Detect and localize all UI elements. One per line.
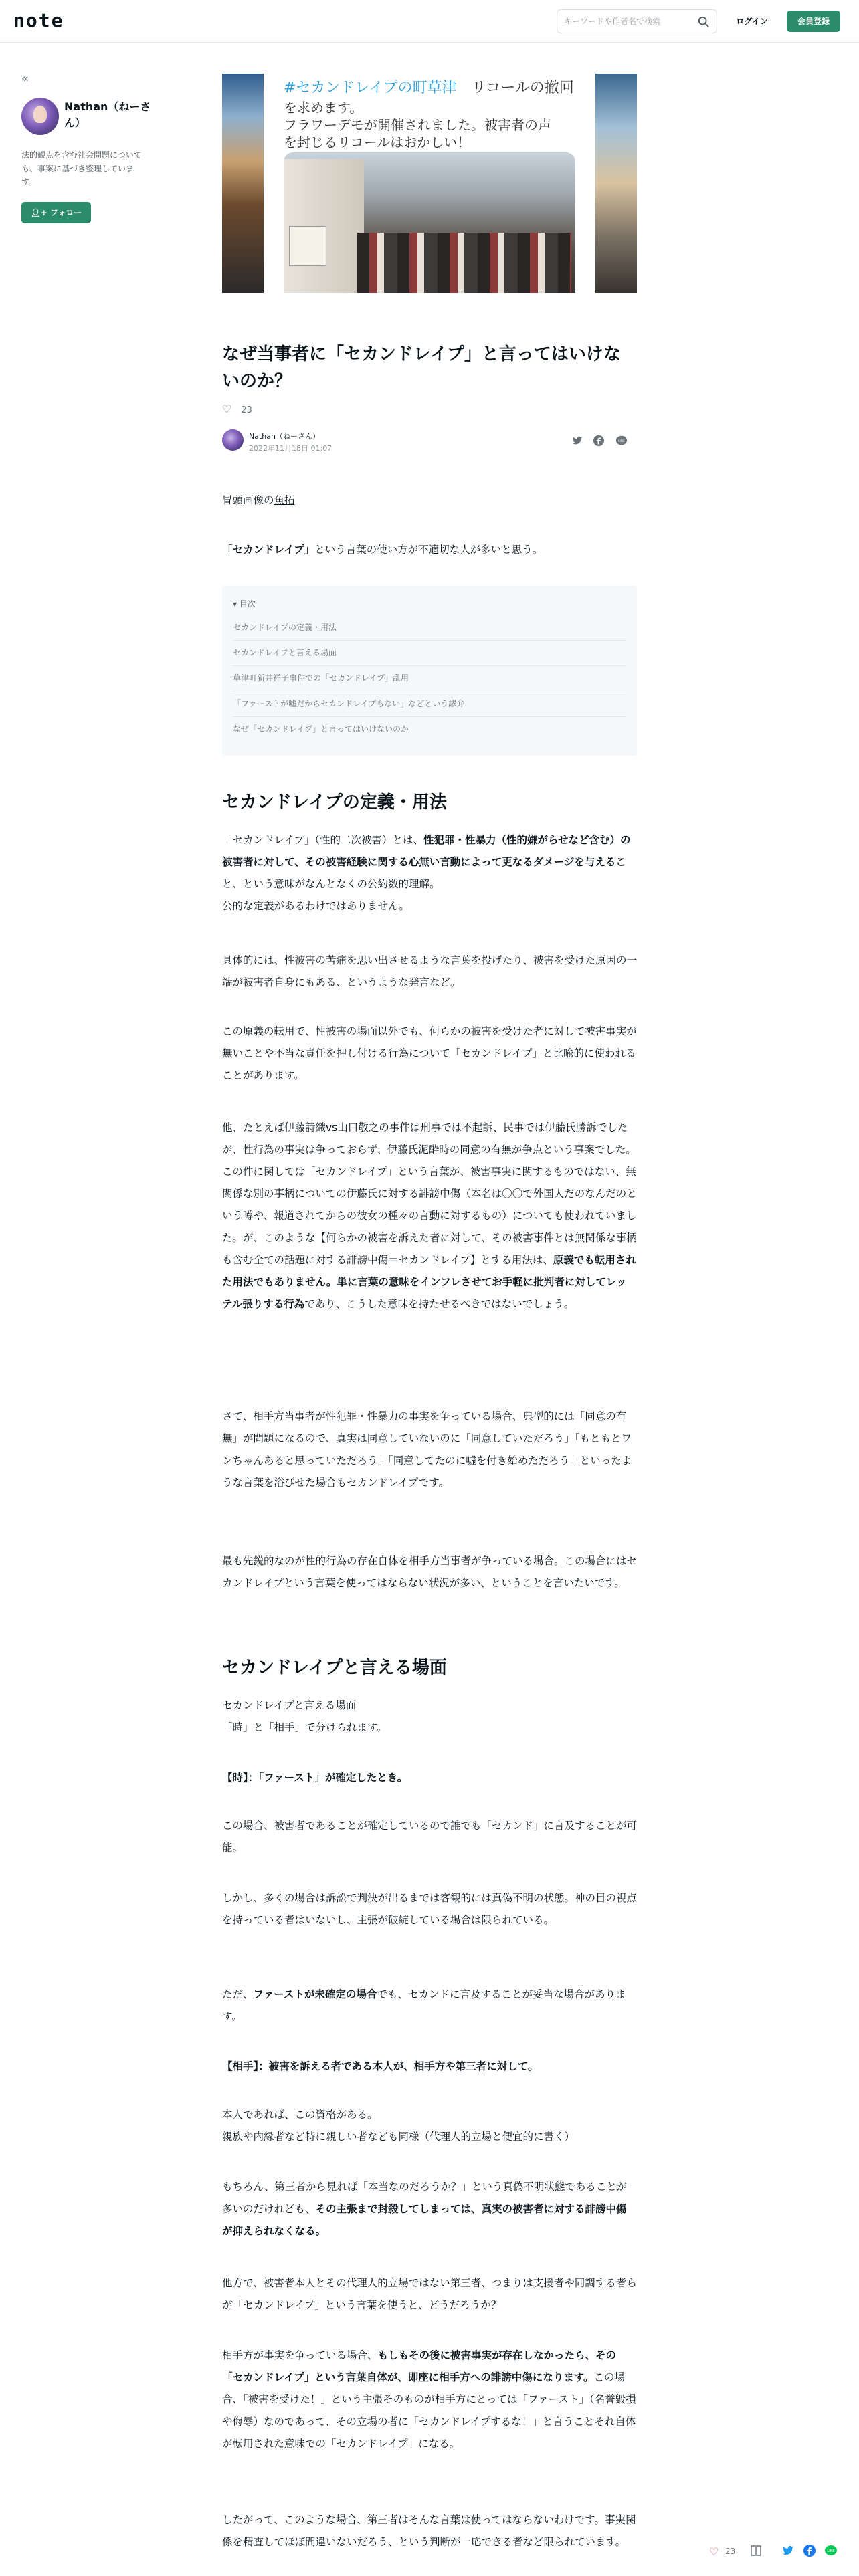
svg-text:LINE: LINE [617,439,626,443]
paragraph: 「セカンドレイプ」（性的二次被害）とは、性犯罪・性暴力（性的嫌がらせなど含む）の被害者に対して、その被害経験に関する心無い言動によって更なるダメージを与えること、という意味がなんとなくの公約数的理解。 公的な定義があるわけではありません。 [222,834,631,912]
paragraph: したがって、このような場合、第三者はそんな言葉は使ってはならないわけです。事実関係を精査してほぼ間違いないだろう、という判断が一応できる者など限られています。 [222,2514,636,2548]
paragraph: 「セカンドレイプ」という言葉の使い方が不適切な人が多いと思う。 [222,544,543,556]
toc-item[interactable]: セカンドレイプと言える場面 [233,641,626,666]
like-area[interactable] [222,403,252,415]
caret-down-icon: ▾ [233,599,240,609]
byline-author[interactable]: Nathan（ねーさん） [249,432,320,441]
svg-text:LINE: LINE [827,2549,835,2553]
global-header [0,0,859,43]
floating-action-bar [696,2535,859,2567]
byline-avatar[interactable] [222,429,244,451]
login-button[interactable]: ログイン [736,17,768,26]
section-heading: セカンドレイプの定義・用法 [222,792,447,813]
twitter-share-icon[interactable] [781,2544,795,2557]
paragraph: 冒頭画像の魚拓 [222,494,295,506]
author-name[interactable]: Nathan（ねーさん） [64,100,151,129]
toc-item[interactable]: 草津町新井祥子事件での「セカンドレイプ」乱用 [233,666,626,691]
heart-icon[interactable]: ♡ [222,403,232,415]
like-count: 23 [241,405,252,415]
toc-item[interactable]: なぜ「セカンドレイプ」と言ってはいけないのか [233,724,409,734]
gyotaku-link[interactable]: 魚拓 [274,494,295,506]
paragraph: ただ、ファーストが未確定の場合でも、セカンドに言及することが妥当な場合があります。 [222,1988,626,2022]
add-user-icon: 👤︎+ [30,208,47,217]
paragraph: しかし、多くの場合は訴訟で判決が出るまでは客観的には真偽不明の状態。神の目の視点を持っている者はいないし、主張が破綻している場合は限られている。 [222,1892,638,1926]
paragraph: この原義の転用で、性被害の場面以外でも、何らかの被害を受けた者に対して被害事実が無いことや不当な責任を押し付ける行為について「セカンドレイプ」と比喩的に使われることがあります。 [222,1025,637,1081]
author-bio: 法的観点を含む社会問題についても、事案に基づき整理しています。 [21,150,142,187]
follow-button[interactable] [21,202,91,223]
search-box[interactable] [557,9,717,33]
toc-item[interactable]: 「ファーストが嘘だからセカンドレイプもない」などという謬弁 [233,691,626,717]
hero-line-4: を封じるリコールはおかしい！ [284,134,471,150]
hero-line-1: #セカンドレイプの町草津 リコールの撤回 [284,80,574,96]
paragraph: 【時】：「ファースト」が確定したとき。 [222,1772,408,1784]
collapse-sidebar-icon[interactable]: « [21,72,29,86]
hero-image [222,74,637,293]
paragraph: 本人であれば、この資格がある。 親族や内縁者など特に親しい者なども同様（代理人的立場と便宜的に書く） [222,2109,575,2143]
section-heading: セカンドレイプと言える場面 [222,1658,447,1678]
table-of-contents [222,586,637,756]
facebook-share-icon[interactable] [803,2544,816,2557]
line-share-icon[interactable] [824,2544,838,2557]
twitter-share-icon[interactable] [571,435,583,447]
search-input[interactable] [564,15,691,28]
paragraph: 具体的には、性被害の苦痛を思い出させるような言葉を投げたり、被害を受けた原因の一端が被害者自身にもある、というような発言など。 [222,954,638,988]
paragraph: さて、相手方当事者が性犯罪・性暴力の事実を争っている場合、典型的には「同意の有無」が問題になるので、真実は同意していないのに「同意していただろう」「もともとワンちゃんあると思っていただろう」「同意してたのに嘘を付き始めただろう」といったような言葉を浴びせた場合もセカンドレイプです。 [222,1410,632,1489]
heart-icon[interactable]: ♡ [709,2545,719,2558]
paragraph: セカンドレイプと言える場面 「時」と「相手」で分けられます。 [222,1699,387,1733]
paragraph: 他方で、被害者本人とその代理人的立場ではない第三者、つまりは支援者や同調する者らが「セカンドレイプ」という言葉を使うと、どうだろうか？ [222,2277,637,2311]
paragraph: 相手方が事実を争っている場合、もしもその後に被害事実が存在しなかったら、その「セカンドレイプ」という言葉自体が、即座に相手方への誹謗中傷になります。この場合、「被害を受けた！」という主張そのものが相手方にとっては「ファースト」（名誉毀損や侮辱）なのであって、その立場の者に「セカンドレイプするな！」と言うことそれ自体が転用された意味での「セカンドレイプ」になる。 [222,2349,636,2450]
article-title: なぜ当事者に「セカンドレイプ」と言ってはいけないのか？ [222,344,621,391]
publish-date: 2022年11月18日 01:07 [249,444,332,453]
author-avatar[interactable] [21,98,59,135]
toc-item[interactable]: セカンドレイプの定義・用法 [233,615,626,641]
follow-label: フォロー [50,208,82,217]
search-icon[interactable] [698,16,710,28]
paragraph: 【相手】：被害を訴える者である本人が、相手方や第三者に対して。 [222,2060,539,2072]
toc-toggle[interactable]: ▾ 目次 [233,599,256,609]
hero-line-3: フラワーデモが開催されました。被害者の声 [284,117,551,133]
note-logo[interactable]: note [13,9,64,31]
magazine-icon[interactable] [749,2544,763,2557]
paragraph: 他、たとえば伊藤詩織vs山口敬之の事件は刑事では不起訴、民事では伊藤氏勝訴でしたが、性行為の事実は争っておらず、伊藤氏泥酔時の同意の有無が争点という事案でした。この件に関しては「セカンドレイプ」という言葉が、被害事実に関するものではない、無関係な別の事柄についての伊藤氏に対する誹謗中傷（本名は〇〇で外国人だのなんだのという噂や、報道されてからの彼女の種々の言動に対するもの）についても使われていました。が、このような【何らかの被害を訴えた者に対して、その被害事件とは無関係な事柄も含む全ての話題に対する誹謗中傷＝セカンドレイプ】とする用法は、原義でも転用された用法でもありません。単に言葉の意味をインフレさせてお手軽に批判者に対してレッテル張りする行為であり、こうした意味を持たせるべきではないでしょう。 [222,1121,637,1310]
hero-line-2: を求めます。 [284,100,363,116]
signup-button[interactable]: 会員登録 [787,11,840,32]
paragraph: 最も先鋭的なのが性的行為の存在自体を相手方当事者が争っている場合。この場合にはセカンドレイプという言葉を使ってはならない状況が多い、ということを言いたいです。 [222,1555,638,1589]
hero-photo [284,152,575,293]
facebook-share-icon[interactable] [593,435,605,447]
paragraph: この場合、被害者であることが確定しているので誰でも「セカンド」に言及することが可能。 [222,1820,638,1854]
paragraph: もちろん、第三者から見れば「本当なのだろうか？」という真偽不明状態であることが多いのだけれども、その主張まで封殺してしまっては、真実の被害者に対する誹謗中傷が抑えられなくなる。 [222,2181,628,2237]
like-count: 23 [725,2547,736,2556]
line-share-icon[interactable] [615,435,628,447]
